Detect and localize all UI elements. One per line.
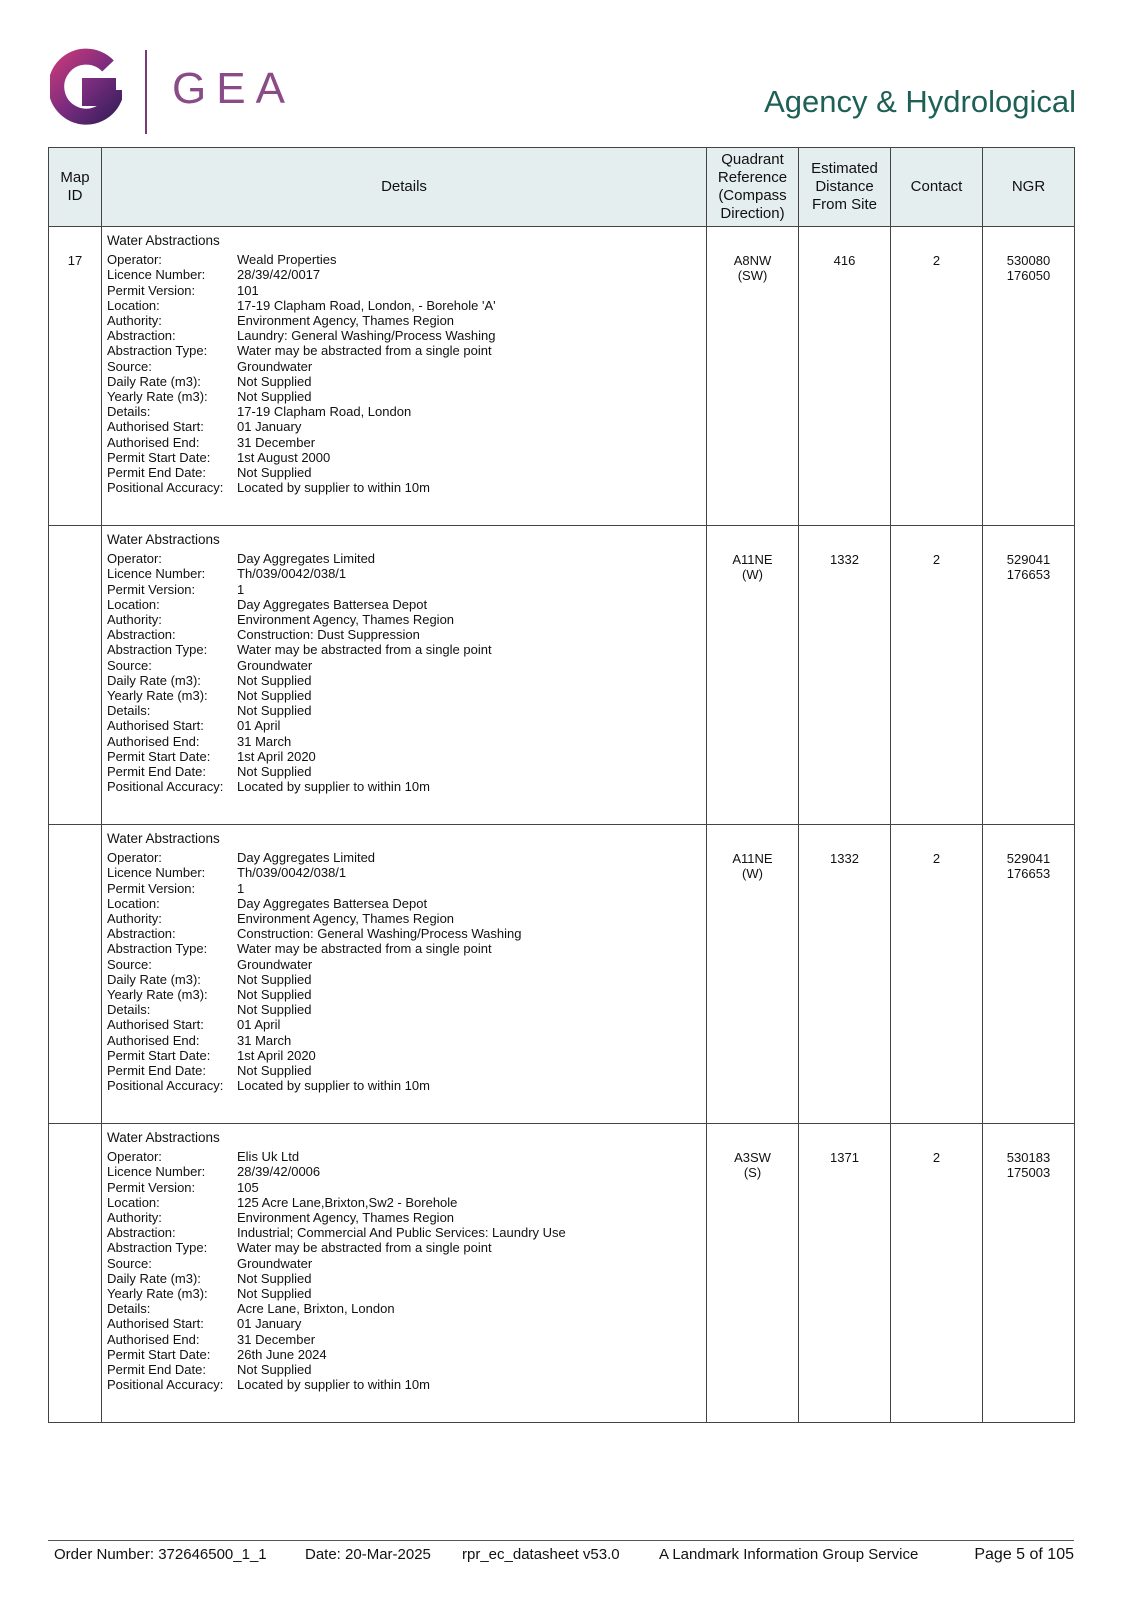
detail-field <box>107 896 701 911</box>
detail-field-label: Permit Start Date: <box>107 1346 211 1362</box>
contact-cell: 2 <box>891 1124 983 1423</box>
detail-field <box>107 1180 701 1195</box>
detail-field-value: Elis Uk Ltd <box>237 1149 300 1165</box>
detail-field-value: 28/39/42/0017 <box>237 267 321 283</box>
detail-field-value: Groundwater <box>237 657 313 673</box>
detail-field-label: Authority: <box>107 1210 162 1226</box>
detail-field-label: Authority: <box>107 313 162 329</box>
ngr-northing: 176050 <box>1006 268 1051 284</box>
detail-field-label: Authorised Start: <box>107 419 204 435</box>
detail-field <box>107 764 701 779</box>
detail-field <box>107 359 701 374</box>
ngr-northing: 175003 <box>1006 1165 1051 1181</box>
detail-field-label: Details: <box>107 1002 151 1018</box>
detail-field-value: Environment Agency, Thames Region <box>237 313 455 329</box>
detail-field-value: Water may be abstracted from a single point <box>237 941 492 957</box>
detail-field-label: Abstraction: <box>107 328 176 344</box>
details-cell <box>102 1124 707 1423</box>
detail-field-label: Yearly Rate (m3): <box>107 987 208 1003</box>
detail-field-value: 1 <box>237 880 245 896</box>
detail-field-label: Location: <box>107 1194 160 1210</box>
detail-field-value: Not Supplied <box>237 1362 312 1378</box>
detail-field-label: Abstraction Type: <box>107 642 208 658</box>
detail-field-value: Not Supplied <box>237 688 312 704</box>
detail-field-value: Day Aggregates Limited <box>237 850 376 866</box>
detail-field-label: Authorised End: <box>107 1032 200 1048</box>
ngr-cell <box>983 227 1075 526</box>
detail-field <box>107 1316 701 1331</box>
detail-field <box>107 881 701 896</box>
detail-field <box>107 283 701 298</box>
detail-field-value: Day Aggregates Battersea Depot <box>237 895 428 911</box>
quadrant-cell <box>707 1124 799 1423</box>
logo-text: GEA <box>172 64 295 113</box>
detail-field-label: Source: <box>107 358 152 374</box>
detail-field <box>107 1033 701 1048</box>
record-category: Water Abstractions <box>107 1130 220 1145</box>
detail-field-value: 31 March <box>237 733 292 749</box>
detail-field <box>107 389 701 404</box>
detail-field <box>107 1286 701 1301</box>
detail-field-value: Not Supplied <box>237 1270 312 1286</box>
detail-field-label: Authorised Start: <box>107 1017 204 1033</box>
ngr-easting: 530080 <box>1006 253 1051 268</box>
detail-field-label: Daily Rate (m3): <box>107 1270 201 1286</box>
detail-field-label: Abstraction Type: <box>107 1240 208 1256</box>
detail-field-label: Licence Number: <box>107 566 206 582</box>
table-header-row <box>49 148 1075 227</box>
detail-field <box>107 779 701 794</box>
detail-field <box>107 850 701 865</box>
distance-cell: 1332 <box>799 825 891 1124</box>
detail-field-label: Permit Version: <box>107 581 196 597</box>
detail-field-value: Not Supplied <box>237 465 312 481</box>
detail-field-value: Not Supplied <box>237 1002 312 1018</box>
header-map-id: Map ID <box>49 148 102 227</box>
detail-field <box>107 374 701 389</box>
detail-field <box>107 1195 701 1210</box>
detail-field-value: Located by supplier to within 10m <box>237 1377 430 1393</box>
detail-field-label: Abstraction: <box>107 627 176 643</box>
detail-field-label: Permit Start Date: <box>107 449 211 465</box>
detail-field <box>107 480 701 495</box>
detail-field-value: Water may be abstracted from a single point <box>237 343 492 359</box>
abstractions-table <box>48 147 1075 1423</box>
detail-field <box>107 688 701 703</box>
detail-field-value: Day Aggregates Battersea Depot <box>237 596 428 612</box>
detail-field-label: Positional Accuracy: <box>107 1377 224 1393</box>
details-cell <box>102 227 707 526</box>
footer-page-number: Page 5 of 105 <box>974 1546 1074 1563</box>
detail-field <box>107 734 701 749</box>
detail-field-value: Th/039/0042/038/1 <box>237 566 347 582</box>
map-id-cell <box>49 526 102 825</box>
detail-field-label: Abstraction: <box>107 1225 176 1241</box>
detail-field-value: Not Supplied <box>237 1286 312 1302</box>
details-cell <box>102 825 707 1124</box>
detail-field-value: Environment Agency, Thames Region <box>237 1210 455 1226</box>
detail-field-label: Permit Version: <box>107 880 196 896</box>
detail-field <box>107 911 701 926</box>
detail-field-label: Yearly Rate (m3): <box>107 1286 208 1302</box>
detail-field <box>107 597 701 612</box>
detail-field-value: Environment Agency, Thames Region <box>237 612 455 628</box>
detail-field-label: Permit End Date: <box>107 764 206 780</box>
ngr-cell <box>983 526 1075 825</box>
detail-field-value: Water may be abstracted from a single point <box>237 642 492 658</box>
detail-field <box>107 941 701 956</box>
table-row <box>49 825 1075 1124</box>
detail-field-label: Operator: <box>107 252 162 268</box>
detail-field-value: Not Supplied <box>237 971 312 987</box>
detail-field <box>107 642 701 657</box>
detail-field-value: Environment Agency, Thames Region <box>237 911 455 927</box>
detail-field <box>107 450 701 465</box>
detail-field-value: Not Supplied <box>237 672 312 688</box>
detail-field-label: Abstraction Type: <box>107 941 208 957</box>
detail-field-label: Abstraction: <box>107 926 176 942</box>
detail-field <box>107 658 701 673</box>
record-category: Water Abstractions <box>107 532 220 547</box>
detail-field-value: 17-19 Clapham Road, London, - Borehole 'A' <box>237 297 496 313</box>
detail-field-value: 26th June 2024 <box>237 1346 327 1362</box>
detail-field-value: Not Supplied <box>237 1063 312 1079</box>
detail-field-label: Yearly Rate (m3): <box>107 688 208 704</box>
footer-date: Date: 20-Mar-2025 <box>305 1546 431 1563</box>
record-category: Water Abstractions <box>107 233 220 248</box>
quadrant-ref: A3SW <box>734 1150 771 1165</box>
detail-field <box>107 865 701 880</box>
detail-field-label: Source: <box>107 1255 152 1271</box>
detail-field-value: Not Supplied <box>237 764 312 780</box>
detail-field <box>107 465 701 480</box>
ngr-cell <box>983 825 1075 1124</box>
table-row <box>49 526 1075 825</box>
gea-logo-mark-icon <box>50 48 122 134</box>
detail-field-value: 1st April 2020 <box>237 1047 316 1063</box>
contact-cell: 2 <box>891 526 983 825</box>
header-quadrant: Quadrant Reference (Compass Direction) <box>707 148 799 227</box>
detail-field-label: Permit End Date: <box>107 1063 206 1079</box>
detail-field <box>107 957 701 972</box>
detail-field-label: Location: <box>107 596 160 612</box>
detail-field-value: 01 January <box>237 419 302 435</box>
detail-field <box>107 1210 701 1225</box>
detail-field <box>107 972 701 987</box>
detail-field-label: Daily Rate (m3): <box>107 373 201 389</box>
detail-field-value: 1 <box>237 581 245 597</box>
detail-field-value: 31 December <box>237 434 316 450</box>
detail-field-value: Construction: Dust Suppression <box>237 627 420 643</box>
detail-field <box>107 1048 701 1063</box>
detail-field <box>107 1017 701 1032</box>
detail-field-label: Location: <box>107 895 160 911</box>
detail-field-label: Authorised End: <box>107 733 200 749</box>
quadrant-ref: A11NE <box>732 851 773 866</box>
ngr-northing: 176653 <box>1006 567 1051 583</box>
detail-field <box>107 1164 701 1179</box>
map-id-cell: 17 <box>49 227 102 526</box>
detail-field <box>107 749 701 764</box>
table-row <box>49 227 1075 526</box>
detail-field <box>107 627 701 642</box>
quadrant-ref: A11NE <box>732 552 773 567</box>
detail-field <box>107 1002 701 1017</box>
detail-field-label: Permit Version: <box>107 282 196 298</box>
detail-field <box>107 252 701 267</box>
detail-field <box>107 267 701 282</box>
detail-field <box>107 718 701 733</box>
detail-field-label: Details: <box>107 703 151 719</box>
detail-field <box>107 1301 701 1316</box>
detail-field-value: Not Supplied <box>237 987 312 1003</box>
detail-field-value: Located by supplier to within 10m <box>237 480 430 496</box>
detail-field <box>107 1332 701 1347</box>
detail-field-label: Daily Rate (m3): <box>107 672 201 688</box>
quadrant-cell <box>707 825 799 1124</box>
ngr-cell <box>983 1124 1075 1423</box>
detail-field-label: Source: <box>107 657 152 673</box>
compass-direction: (SW) <box>737 268 768 284</box>
distance-cell: 416 <box>799 227 891 526</box>
detail-field <box>107 1078 701 1093</box>
contact-cell: 2 <box>891 825 983 1124</box>
detail-field <box>107 1240 701 1255</box>
detail-field-value: 1st August 2000 <box>237 449 331 465</box>
detail-field-value: 01 January <box>237 1316 302 1332</box>
detail-field <box>107 328 701 343</box>
logo-divider <box>145 50 147 134</box>
detail-field-value: 01 April <box>237 1017 281 1033</box>
detail-field-value: Day Aggregates Limited <box>237 551 376 567</box>
detail-field-value: Groundwater <box>237 1255 313 1271</box>
detail-field-value: Water may be abstracted from a single point <box>237 1240 492 1256</box>
detail-field <box>107 673 701 688</box>
detail-field-value: Acre Lane, Brixton, London <box>237 1301 395 1317</box>
detail-field-value: Not Supplied <box>237 373 312 389</box>
detail-field-label: Positional Accuracy: <box>107 779 224 795</box>
header-details: Details <box>102 148 707 227</box>
detail-field-label: Operator: <box>107 1149 162 1165</box>
detail-field-value: Located by supplier to within 10m <box>237 1078 430 1094</box>
map-id-cell <box>49 1124 102 1423</box>
record-category: Water Abstractions <box>107 831 220 846</box>
header-ngr: NGR <box>983 148 1075 227</box>
detail-field <box>107 1377 701 1392</box>
detail-field <box>107 404 701 419</box>
detail-field <box>107 566 701 581</box>
detail-field-value: 17-19 Clapham Road, London <box>237 404 412 420</box>
contact-cell: 2 <box>891 227 983 526</box>
detail-field <box>107 435 701 450</box>
detail-field-value: Th/039/0042/038/1 <box>237 865 347 881</box>
detail-field <box>107 1271 701 1286</box>
detail-field-value: Not Supplied <box>237 389 312 405</box>
detail-field-label: Authorised Start: <box>107 1316 204 1332</box>
detail-field <box>107 926 701 941</box>
ngr-easting: 530183 <box>1006 1150 1051 1165</box>
detail-field <box>107 313 701 328</box>
ngr-easting: 529041 <box>1006 851 1051 866</box>
header-contact: Contact <box>891 148 983 227</box>
detail-field-value: 125 Acre Lane,Brixton,Sw2 - Borehole <box>237 1194 458 1210</box>
detail-field-value: Industrial; Commercial And Public Services: Laundry Use <box>237 1225 566 1241</box>
detail-field-label: Authority: <box>107 612 162 628</box>
detail-field-value: 28/39/42/0006 <box>237 1164 321 1180</box>
detail-field <box>107 1149 701 1164</box>
detail-field-value: Laundry: General Washing/Process Washing <box>237 328 496 344</box>
detail-field <box>107 987 701 1002</box>
detail-field-label: Permit End Date: <box>107 1362 206 1378</box>
compass-direction: (W) <box>742 866 763 882</box>
detail-field-label: Permit Start Date: <box>107 1047 211 1063</box>
footer-divider <box>48 1540 1074 1541</box>
detail-field-label: Abstraction Type: <box>107 343 208 359</box>
detail-field <box>107 1362 701 1377</box>
detail-field-value: Groundwater <box>237 956 313 972</box>
detail-field <box>107 419 701 434</box>
detail-field-value: Not Supplied <box>237 703 312 719</box>
detail-field-value: 31 December <box>237 1331 316 1347</box>
compass-direction: (W) <box>742 567 763 583</box>
detail-field-label: Licence Number: <box>107 267 206 283</box>
detail-field-label: Location: <box>107 297 160 313</box>
detail-field-value: Construction: General Washing/Process Washing <box>237 926 522 942</box>
footer-datasheet: rpr_ec_datasheet v53.0 <box>462 1546 620 1563</box>
details-cell <box>102 526 707 825</box>
detail-field <box>107 582 701 597</box>
detail-field-value: 31 March <box>237 1032 292 1048</box>
ngr-easting: 529041 <box>1006 552 1051 567</box>
detail-field-label: Permit End Date: <box>107 465 206 481</box>
detail-field-label: Licence Number: <box>107 1164 206 1180</box>
detail-field-value: 1st April 2020 <box>237 748 316 764</box>
detail-field-label: Permit Version: <box>107 1179 196 1195</box>
detail-field-label: Authorised Start: <box>107 718 204 734</box>
detail-field-label: Details: <box>107 404 151 420</box>
quadrant-cell <box>707 526 799 825</box>
detail-field <box>107 298 701 313</box>
distance-cell: 1332 <box>799 526 891 825</box>
detail-field-label: Positional Accuracy: <box>107 480 224 496</box>
detail-field <box>107 1225 701 1240</box>
detail-field-label: Licence Number: <box>107 865 206 881</box>
detail-field-label: Yearly Rate (m3): <box>107 389 208 405</box>
detail-field <box>107 343 701 358</box>
detail-field-value: Groundwater <box>237 358 313 374</box>
detail-field-value: 01 April <box>237 718 281 734</box>
table-row <box>49 1124 1075 1423</box>
detail-field <box>107 703 701 718</box>
quadrant-cell <box>707 227 799 526</box>
page-title: Agency & Hydrological <box>764 84 1076 119</box>
detail-field-label: Positional Accuracy: <box>107 1078 224 1094</box>
footer-order-number: Order Number: 372646500_1_1 <box>54 1546 267 1563</box>
distance-cell: 1371 <box>799 1124 891 1423</box>
detail-field-label: Daily Rate (m3): <box>107 971 201 987</box>
compass-direction: (S) <box>743 1165 762 1181</box>
footer-service: A Landmark Information Group Service <box>659 1546 919 1563</box>
ngr-northing: 176653 <box>1006 866 1051 882</box>
detail-field <box>107 1256 701 1271</box>
detail-field-label: Details: <box>107 1301 151 1317</box>
detail-field <box>107 551 701 566</box>
detail-field <box>107 612 701 627</box>
detail-field-label: Authorised End: <box>107 1331 200 1347</box>
detail-field-value: 101 <box>237 282 259 298</box>
quadrant-ref: A8NW <box>733 253 772 268</box>
detail-field-value: 105 <box>237 1179 259 1195</box>
header-distance: Estimated Distance From Site <box>799 148 891 227</box>
detail-field <box>107 1347 701 1362</box>
detail-field-label: Authority: <box>107 911 162 927</box>
detail-field-label: Operator: <box>107 850 162 866</box>
detail-field-label: Authorised End: <box>107 434 200 450</box>
detail-field-label: Permit Start Date: <box>107 748 211 764</box>
detail-field-value: Weald Properties <box>237 252 337 268</box>
detail-field-value: Located by supplier to within 10m <box>237 779 430 795</box>
detail-field-label: Operator: <box>107 551 162 567</box>
detail-field <box>107 1063 701 1078</box>
detail-field-label: Source: <box>107 956 152 972</box>
map-id-cell <box>49 825 102 1124</box>
